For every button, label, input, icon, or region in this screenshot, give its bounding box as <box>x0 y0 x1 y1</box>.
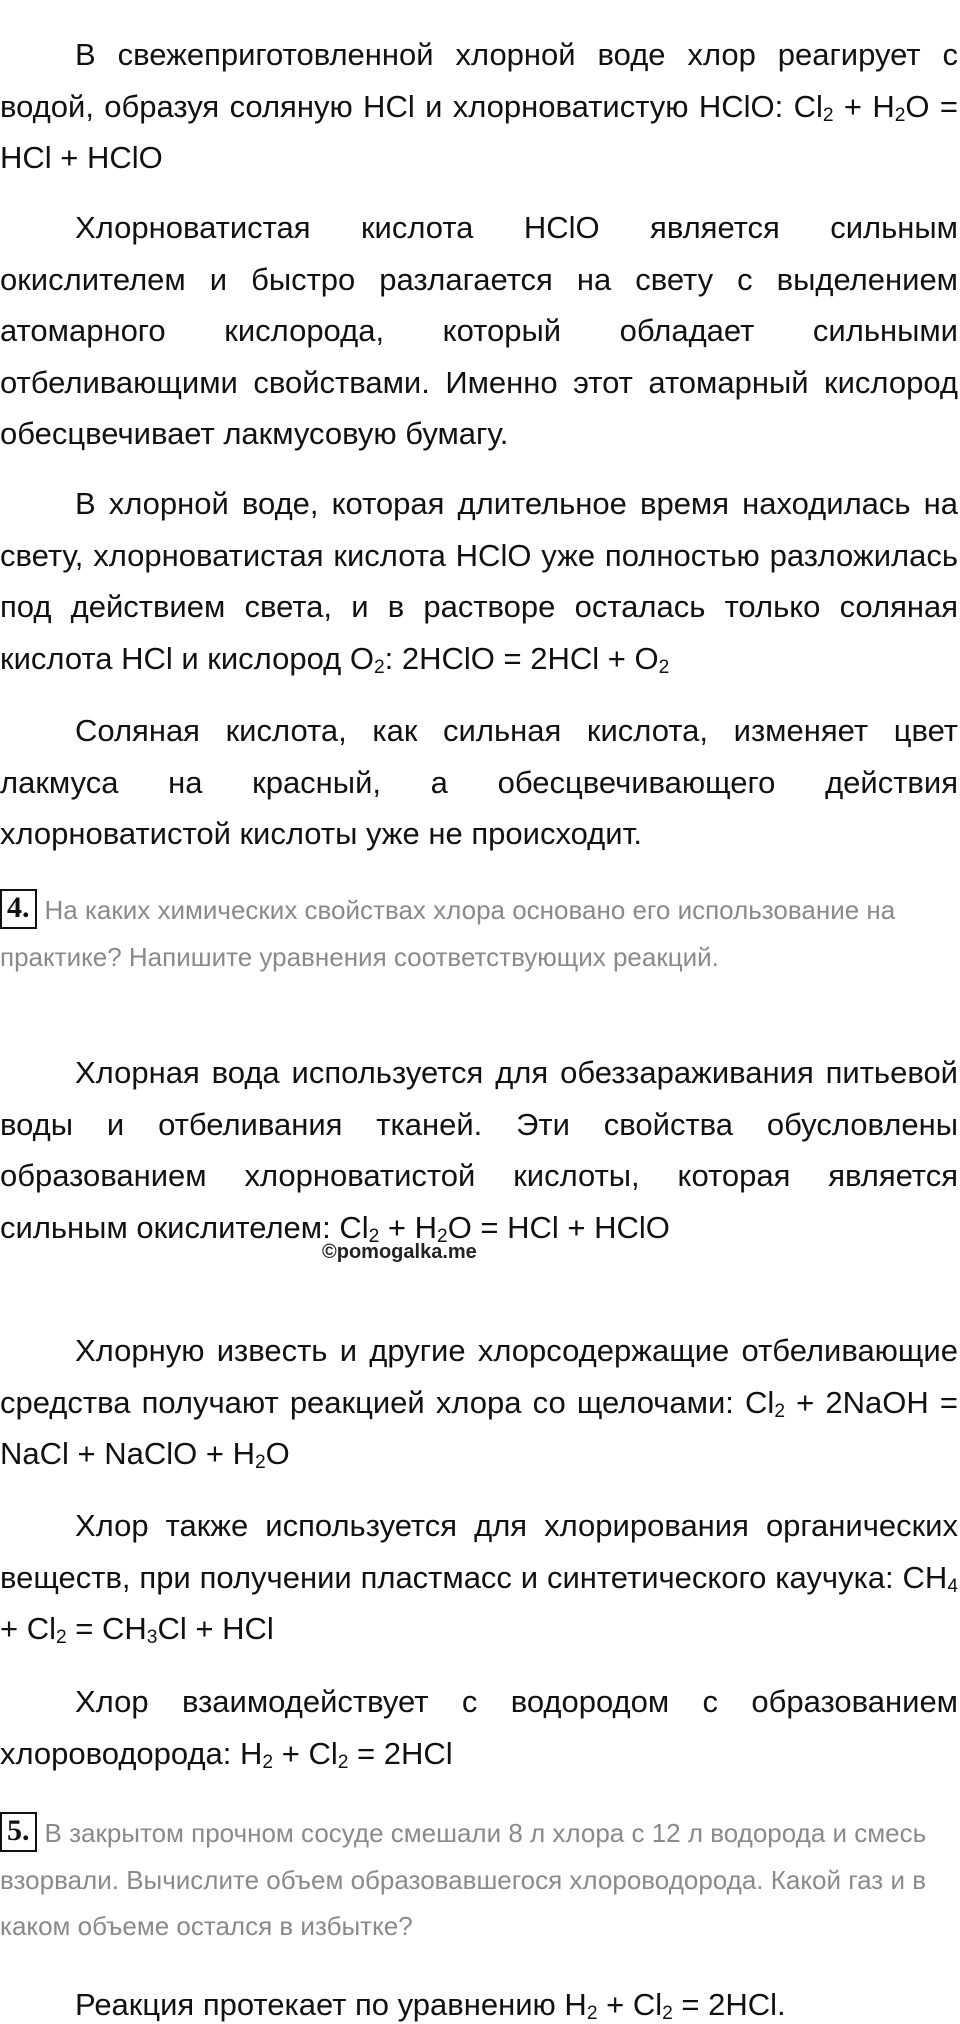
paragraph-text: Реакция протекает по уравнению H <box>75 1987 587 2022</box>
subscript: 2 <box>262 1751 274 1773</box>
paragraph-text: + 2NaOH = NaCl + NaClO + H <box>0 1384 958 1471</box>
subscript: 2 <box>822 104 834 126</box>
paragraph-text: = 2HCl <box>348 1735 453 1771</box>
paragraph-organic-chlorination <box>0 1500 958 1655</box>
subscript: 2 <box>373 656 385 678</box>
task-4-question <box>0 887 958 980</box>
paragraph-text: Хлорноватистая кислота HClO является сильным окислителем и быстро разлагается на свету с выделением атомарного кислорода, который обладает сильными отбеливающими свойствами. Именно этот атомарный кислород обесцвечивает лакмусовую бумагу. <box>0 210 958 451</box>
paragraph-text: O <box>265 1436 290 1471</box>
subscript: 2 <box>254 1452 266 1474</box>
task-5-number-box: 5. <box>0 1812 37 1852</box>
paragraph-text: В свежеприготовленной хлорной воде хлор реагирует с водой, образуя соляную HCl и хлорноватистую HClO: Cl <box>0 37 958 124</box>
paragraph-hypochlorous-acid <box>0 202 958 460</box>
subscript: 2 <box>337 1751 349 1773</box>
task-5-text: В закрытом прочном сосуде смешали 8 л хлора с 12 л водорода и смесь взорвали. Вычислите объем образовавшегося хлороводорода. Какой газ и в каком объеме остался в избытке? <box>0 1818 927 1941</box>
subscript: 4 <box>947 1575 958 1597</box>
paragraph-text: + Cl <box>273 1735 338 1771</box>
paragraph-bleach-production <box>0 1325 958 1480</box>
paragraph-text: + Cl <box>0 1611 56 1646</box>
paragraph-light-decomposition <box>0 478 958 684</box>
paragraph-text: Соляная кислота, как сильная кислота, изменяет цвет лакмуса на красный, а обесцвечивающего действия хлорноватистой кислоты уже не происходит. <box>0 713 958 851</box>
task-5-question <box>0 1810 958 1950</box>
subscript: 2 <box>437 1225 448 1247</box>
paragraph-chlorine-water-reaction <box>0 29 958 184</box>
paragraph-text: = 2HCl. <box>672 1987 786 2022</box>
subscript: 2 <box>774 1400 785 1422</box>
task-4-number-box: 4. <box>0 889 37 929</box>
paragraph-text: = CH <box>66 1611 147 1646</box>
paragraph-text: O = HCl + HClO <box>0 88 958 175</box>
paragraph-litmus-color <box>0 705 958 860</box>
paragraph-text: В хлорной воде, которая длительное время находилась на свету, хлорноватистая кислота HClO уже полностью разложилась под действием света, и в растворе осталась только соляная кислота HCl и кислород O <box>0 486 958 676</box>
subscript: 2 <box>894 104 906 126</box>
paragraph-reaction-equation <box>0 1979 958 2024</box>
subscript: 2 <box>368 1225 380 1247</box>
watermark: ©pomogalka.me <box>322 1241 477 1263</box>
paragraph-text: Хлор также используется для хлорирования органических веществ, при получении пластмасс и синтетического каучука: CH <box>0 1508 958 1595</box>
paragraph-text: Хлорная вода используется для обеззараживания питьевой воды и отбеливания тканей. Эти свойства обусловлены образованием хлорноватистой кислоты, которая является сильным окислителем: Cl <box>0 1055 958 1245</box>
paragraph-text: Cl + HCl <box>157 1611 274 1646</box>
paragraph-chlorine-water-use <box>0 1047 958 1253</box>
paragraph-hydrogen-reaction <box>0 1676 958 1779</box>
paragraph-text: Хлор взаимодействует с водородом с образованием хлороводорода: H <box>0 1684 958 1771</box>
subscript: 3 <box>146 1627 158 1649</box>
paragraph-text: + H <box>379 1209 438 1245</box>
paragraph-text: + Cl <box>597 1987 663 2022</box>
paragraph-text: : 2HClO = 2HCl + O <box>384 640 659 676</box>
paragraph-text: Хлорную известь и другие хлорсодержащие отбеливающие средства получают реакцией хлора со щелочами: Cl <box>0 1333 958 1420</box>
subscript: 2 <box>662 2003 673 2024</box>
subscript: 2 <box>56 1627 67 1649</box>
subscript: 2 <box>586 2003 598 2024</box>
paragraph-text: O = HCl + HClO <box>447 1209 670 1245</box>
subscript: 2 <box>658 656 670 678</box>
task-4-text: На каких химических свойствах хлора основано его использование на практике? Напишите уравнения соответствующих реакций. <box>0 895 896 972</box>
paragraph-text: + H <box>833 88 895 124</box>
